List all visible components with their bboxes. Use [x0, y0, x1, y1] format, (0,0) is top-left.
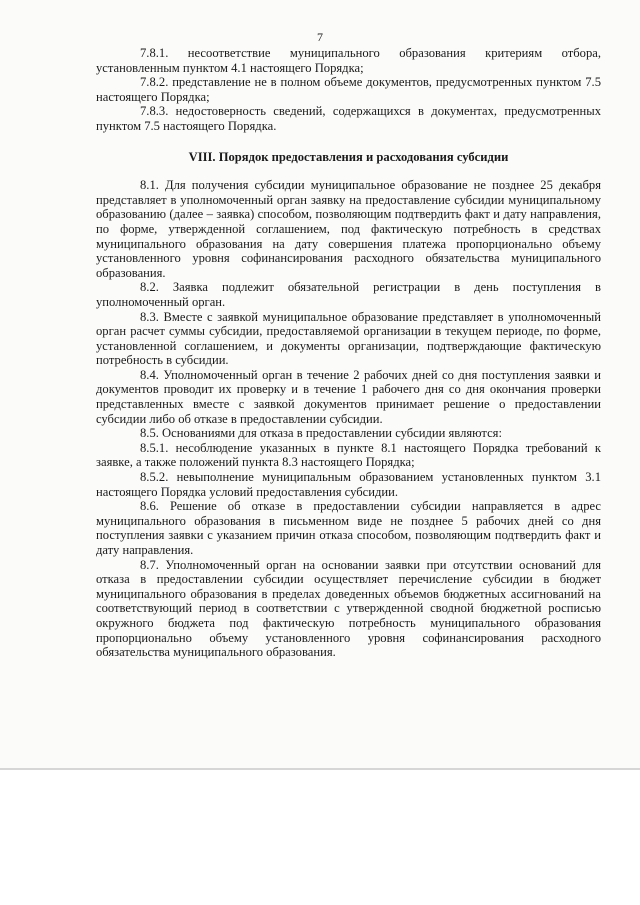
section-heading: VIII. Порядок предоставления и расходования субсидии — [188, 149, 509, 164]
paragraph-8-2: 8.2. Заявка подлежит обязательной регистрации в день поступления в уполномоченный орган. — [96, 280, 601, 309]
paragraph-7-8-3: 7.8.3. недостоверность сведений, содержащихся в документах, предусмотренных пунктом 7.5 настоящего Порядка. — [96, 104, 601, 133]
paragraph-8-7: 8.7. Уполномоченный орган на основании заявки при отсутствии оснований для отказа в предоставлении субсидии осуществляет перечисление субсидии в бюджет муниципального образования в пределах доведенных объемов бюджетных ассигнований на соответствующий период в соответствии с утвержденной сводной бюджетной росписью окружного бюджета под фактическую потребность муниципального образования пропорционально объему установленного уровня софинансирования расходного обязательства муниципального образования. — [96, 557, 601, 660]
document-body — [96, 46, 601, 660]
blank-area — [0, 770, 640, 905]
paragraph-7-8-2: 7.8.2. представление не в полном объеме документов, предусмотренных пунктом 7.5 настоящего Порядка; — [96, 75, 601, 104]
paragraph-8-1: 8.1. Для получения субсидии муниципальное образование не позднее 25 декабря представляет в уполномоченный орган заявку на предоставление субсидии муниципальному образованию (далее – заявка) способом, позволяющим подтвердить факт и дату направления, по форме, утвержденной соглашением, под фактическую потребность в средствах муниципального образования на дату совершения платежа пропорционально объему установленного уровня софинансирования расходного обязательства муниципального образования. — [96, 178, 601, 280]
page-number: 7 — [317, 30, 323, 44]
paragraph-8-5-1: 8.5.1. несоблюдение указанных в пункте 8.1 настоящего Порядка требований к заявке, а также положений пункта 8.3 настоящего Порядка; — [96, 440, 601, 470]
paragraph-8-5: 8.5. Основаниями для отказа в предоставлении субсидии являются: — [140, 426, 502, 441]
paragraph-8-6: 8.6. Решение об отказе в предоставлении субсидии направляется в адрес муниципального образования в письменном виде не позднее 5 рабочих дней со дня поступления заявки с указанием причин отказа способом, позволяющим подтвердить факт и дату направления. — [96, 499, 601, 557]
paragraph-7-8-1: 7.8.1. несоответствие муниципального образования критериям отбора, установленным пунктом 4.1 настоящего Порядка; — [96, 46, 601, 75]
paragraph-8-5-2: 8.5.2. невыполнение муниципальным образованием установленных пунктом 3.1 настоящего Порядка условий предоставления субсидии. — [96, 470, 601, 499]
paragraph-8-3: 8.3. Вместе с заявкой муниципальное образование представляет в уполномоченный орган расчет суммы субсидии, предоставляемой организации в текущем периоде, по форме, установленной соглашением, и документы организации, подтверждающие фактическую потребность в субсидии. — [96, 309, 601, 368]
paragraph-8-4: 8.4. Уполномоченный орган в течение 2 рабочих дней со дня поступления заявки и документов проводит их проверку и в течение 1 рабочего дня со дня окончания проверки представленных вместе с заявкой документов принимает решение о предоставлении субсидии либо об отказе в предоставлении субсидии. — [96, 367, 601, 426]
